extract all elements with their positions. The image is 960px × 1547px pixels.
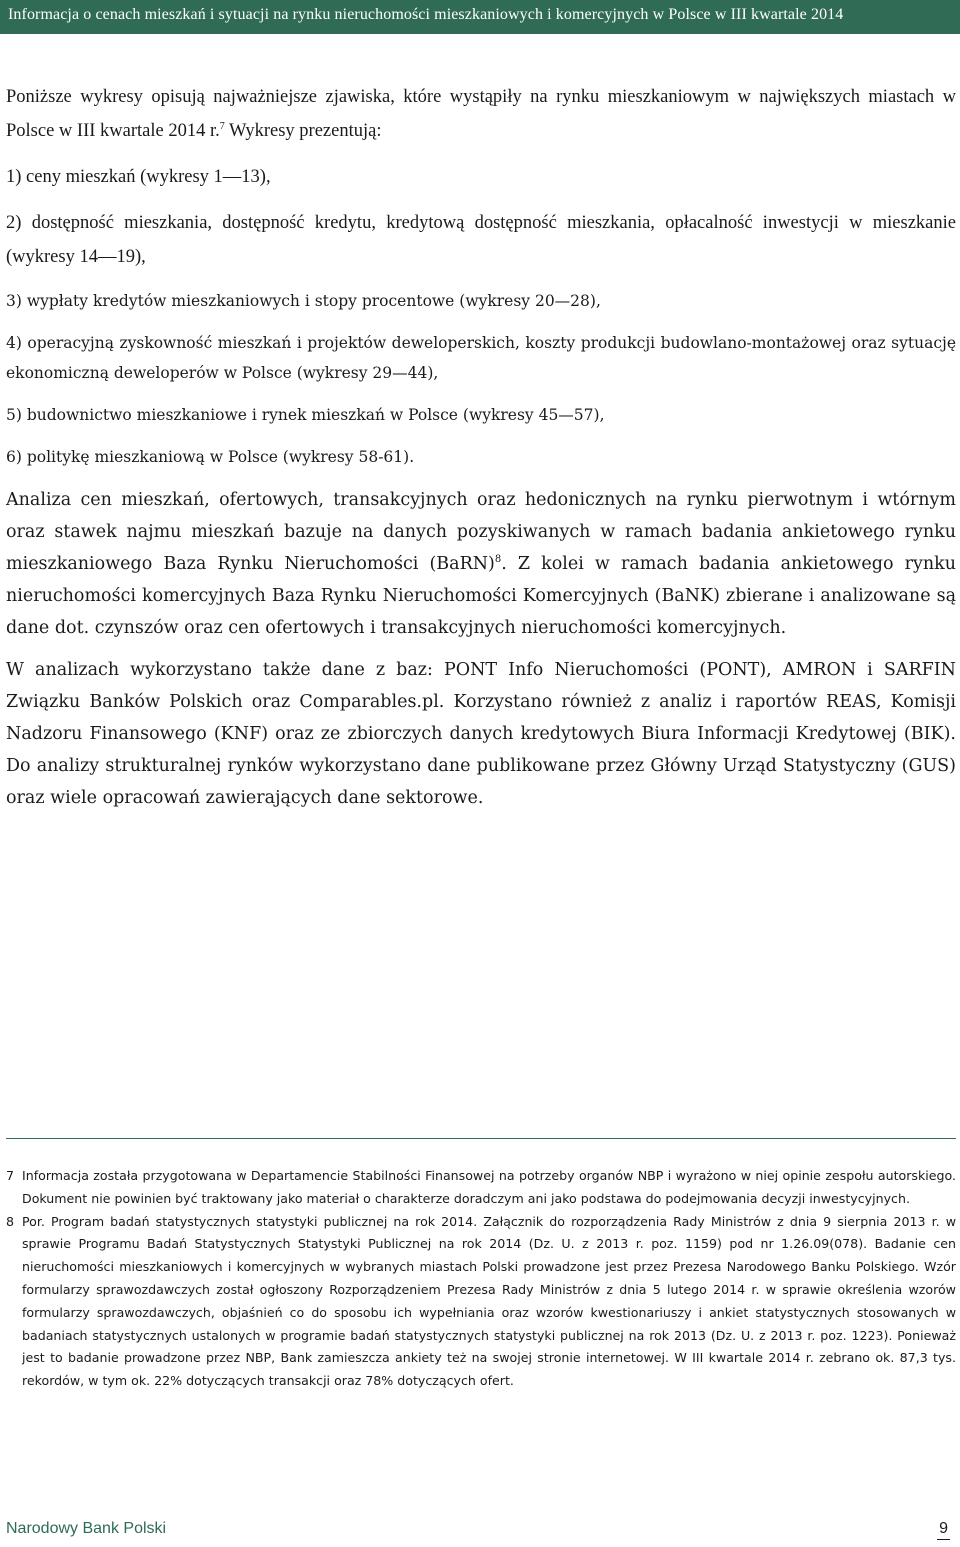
footnote-divider [6,1138,956,1139]
paragraph-data-sources-barn [6,484,956,644]
paragraph-text-continued: . Z kolei w ramach badania ankietowego rynku nieruchomości komercyjnych Baza Rynku Nieruchomości Komercyjnych (BaNK) zbierane i analizowane są dane dot. czynszów oraz cen ofertowych i transakcyjnych nieruchomości komercyjnych. [6,554,956,638]
footer-publisher: Narodowy Bank Polski [6,1520,167,1537]
intro-paragraph [6,80,956,148]
footnote-ref-8[interactable]: 8 [494,554,502,566]
document-header-title: Informacja o cenach mieszkań i sytuacji na rynku nieruchomości mieszkaniowych i komercyjnych w Polsce w III kwartale 2014 [8,6,844,23]
footnote-text: Por. Program badań statystycznych statystyki publicznej na rok 2014. Załącznik do rozporządzenia Rady Ministrów z dnia 9 sierpnia 2013 r. w sprawie Programu Badań Statystycznych Statystyki Publicznej na rok 2014 (Dz. U. z 2013 r. poz. 1159) pod nr 1.26.09(078). Badanie cen nieruchomości mieszkaniowych i komercyjnych w wybranych miastach Polski prowadzone jest przez Prezesa Narodowego Banku Polskiego. Wzór formularzy sprawozdawczych został ogłoszony Rozporządzeniem Prezesa Rady Ministrów z dnia 5 lutego 2014 r. w sprawie określenia wzorów formularzy sprawozdawczych, objaśnień co do sposobu ich wypełniania oraz wzorów kwestionariuszy i ankiet statystycznych stosowanych w badaniach statystycznych ustalonych w programie badań statystycznych statystyki publicznej na rok 2013 (Dz. U. z 2013 r. poz. 1223). Ponieważ jest to badanie prowadzone przez NBP, Bank zamieszcza ankiety też na swojej stronie internetowej. W III kwartale 2014 r. zebrano ok. 87,3 tys. rekordów, w tym ok. 22% dotyczących transakcji oraz 78% dotyczących ofert. [22,1213,956,1389]
footnotes [6,1165,956,1393]
list-item-4: 4) operacyjną zyskowność mieszkań i projektów deweloperskich, koszty produkcji budowlano-montażowej oraz sytuację ekonomiczną deweloperów w Polsce (wykresy 29—44), [6,334,956,382]
footnote-number: 7 [6,1168,15,1183]
list-item-2: 2) dostępność mieszkania, dostępność kredytu, kredytową dostępność mieszkania, opłacalność inwestycji w mieszkanie (wykresy 14—19), [6,213,956,267]
footnote-8 [6,1211,956,1393]
list-item-5: 5) budownictwo mieszkaniowe i rynek mieszkań w Polsce (wykresy 45—57), [6,406,605,424]
main-content [6,80,956,824]
list-item-3: 3) wypłaty kredytów mieszkaniowych i stopy procentowe (wykresy 20—28), [6,292,601,310]
paragraph-data-sources-other: W analizach wykorzystano także dane z baz: PONT Info Nieruchomości (PONT), AMRON i SARFIN Związku Banków Polskich oraz Comparables.pl. Korzystano również z analiz i raportów REAS, Komisji Nadzoru Finansowego (KNF) oraz ze zbiorczych danych kredytowych Biura Informacji Kredytowej (BIK). Do analizy strukturalnej rynków wykorzystano dane publikowane przez Główny Urząd Statystyczny (GUS) oraz wiele opracowań zawierających dane sektorowe. [6,660,956,808]
footnote-ref-7[interactable]: 7 [219,120,225,132]
paragraph-text: Analiza cen mieszkań, ofertowych, transakcyjnych oraz hedonicznych na rynku pierwotnym i wtórnym oraz stawek najmu mieszkań bazuje na danych pozyskiwanych w ramach badania ankietowego rynku mieszkaniowego Baza Rynku Nieruchomości (BaRN) [6,490,956,574]
list-item-6: 6) politykę mieszkaniową w Polsce (wykresy 58-61). [6,448,415,466]
page-number: 9 [937,1520,950,1540]
intro-text-continued: Wykresy prezentują: [224,121,382,141]
list-item-1: 1) ceny mieszkań (wykresy 1—13), [6,167,271,187]
intro-text: Poniższe wykresy opisują najważniejsze zjawiska, które wystąpiły na rynku mieszkaniowym w największych miastach w Polsce w III kwartale 2014 r. [6,87,956,141]
header-bar [0,0,960,34]
footnote-7 [6,1165,956,1211]
footnote-text: Informacja została przygotowana w Departamencie Stabilności Finansowej na potrzeby organów NBP i wyrażono w niej opinie zespołu autorskiego. Dokument nie powinien być traktowany jako materiał o charakterze doradczym ani jako podstawa do podejmowania decyzji inwestycyjnych. [22,1168,956,1206]
footnote-number: 8 [6,1213,15,1229]
